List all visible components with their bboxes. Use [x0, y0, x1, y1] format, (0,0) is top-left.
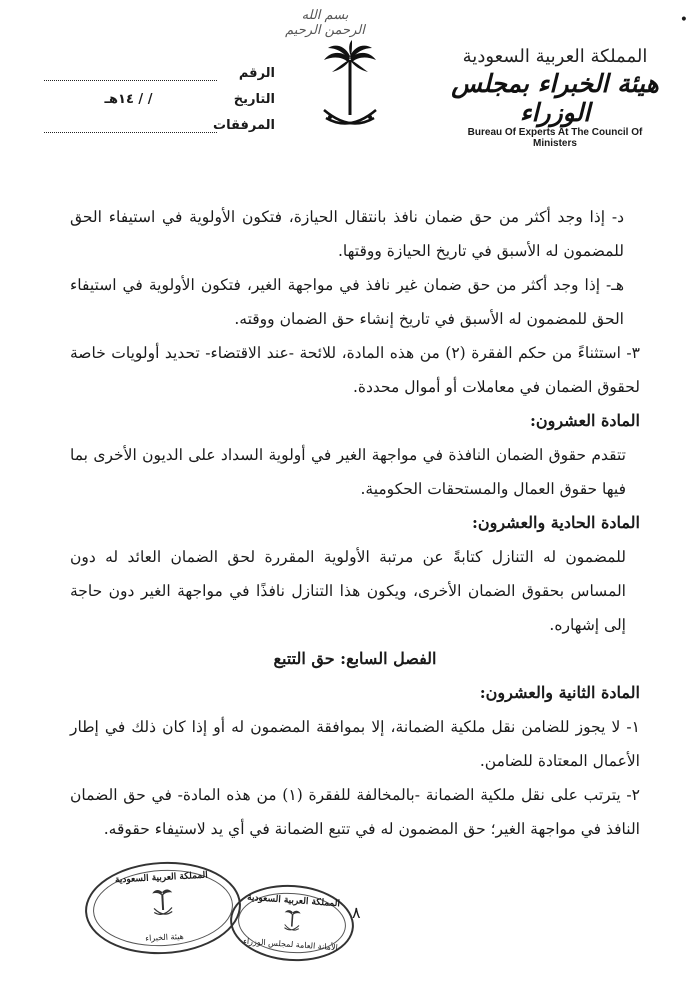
corner-mark: •: [679, 12, 688, 28]
basmala: بسم الله الرحمن الرحيم: [285, 8, 365, 38]
official-stamp-right: [228, 881, 357, 965]
attachments-label: المرفقات: [213, 118, 275, 133]
stamp-left-bottom-text: هيئة الخبراء: [145, 931, 185, 943]
article-21-text: للمضمون له التنازل كتابةً عن مرتبة الأولوية المقررة لحق الضمان العائد له دون المساس بحقوق الضمان الأخرى، ويكون هذا التنازل نافذًا في مواجهة الغير دون حاجة إلى إشهاره.: [70, 548, 626, 634]
stamp-right-top-text: المملكة العربية السعودية: [246, 892, 341, 910]
number-line: [44, 66, 217, 81]
reference-block: [40, 55, 275, 133]
article-22-para-2: ٢- يترتب على نقل ملكية الضمانة -بالمخالفة للفقرة (١) من هذه المادة- في حق الضمان النافذ في مواجهة الغير؛ حق المضمون له في تتبع الضمانة في أي يد لاستيفاء حقوقه.: [70, 786, 640, 838]
article-21-heading: المادة الحادية والعشرون:: [471, 513, 640, 532]
article-22-heading: المادة الثانية والعشرون:: [479, 683, 640, 702]
date-label: التاريخ: [233, 92, 275, 107]
paragraph-3: ٣- استثناءً من حكم الفقرة (٢) من هذه المادة، للائحة -عند الاقتضاء- تحديد أولويات خاصة لحقوق الضمان في معاملات أو أموال محددة.: [70, 344, 640, 396]
bureau-title-arabic: هيئة الخبراء بمجلس الوزراء: [451, 69, 659, 127]
kingdom-title: المملكة العربية السعودية: [462, 46, 648, 67]
date-value: / / ١٤هـ: [104, 92, 153, 107]
document-body: [70, 200, 640, 846]
page-number: ٨: [352, 903, 361, 922]
stamp-emblem-icon: [282, 908, 302, 933]
stamp-emblem-icon: [151, 887, 175, 918]
saudi-emblem-icon: [318, 40, 382, 140]
article-20-heading: المادة العشرون:: [529, 411, 640, 430]
chapter-7-title: الفصل السابع: حق التتبع: [273, 649, 437, 668]
article-22-para-1: ١- لا يجوز للضامن نقل ملكية الضمانة، إلا بموافقة المضمون له أو إذا كان ذلك في إطار الأعمال المعتادة للضامن.: [70, 718, 640, 770]
attachments-line: [44, 118, 217, 133]
organization-header: [450, 46, 660, 149]
article-20-text: تتقدم حقوق الضمان النافذة في مواجهة الغير في أولوية السداد على الديون الأخرى بما فيها حقوق العمال والمستحقات الحكومية.: [70, 446, 626, 498]
official-stamp-left: [83, 858, 244, 958]
stamp-right-bottom-text: الأمانة العامة لمجلس الوزراء: [242, 936, 339, 953]
bureau-title-english: Bureau Of Experts At The Council Of Ministers: [467, 127, 643, 149]
paragraph-h: هـ- إذا وجد أكثر من حق ضمان غير نافذ في مواجهة الغير، فتكون الأولوية في استيفاء الحق للمضمون له الأسبق في تاريخ إنشاء حق الضمان ووقته.: [70, 276, 624, 328]
stamp-left-top-text: المملكة العربية السعودية: [114, 870, 209, 886]
paragraph-d: د- إذا وجد أكثر من حق ضمان نافذ بانتقال الحيازة، فتكون الأولوية في استيفاء الحق للمضمون له الأسبق في تاريخ الحيازة ووقتها.: [70, 208, 624, 260]
number-label: الرقم: [238, 66, 275, 81]
